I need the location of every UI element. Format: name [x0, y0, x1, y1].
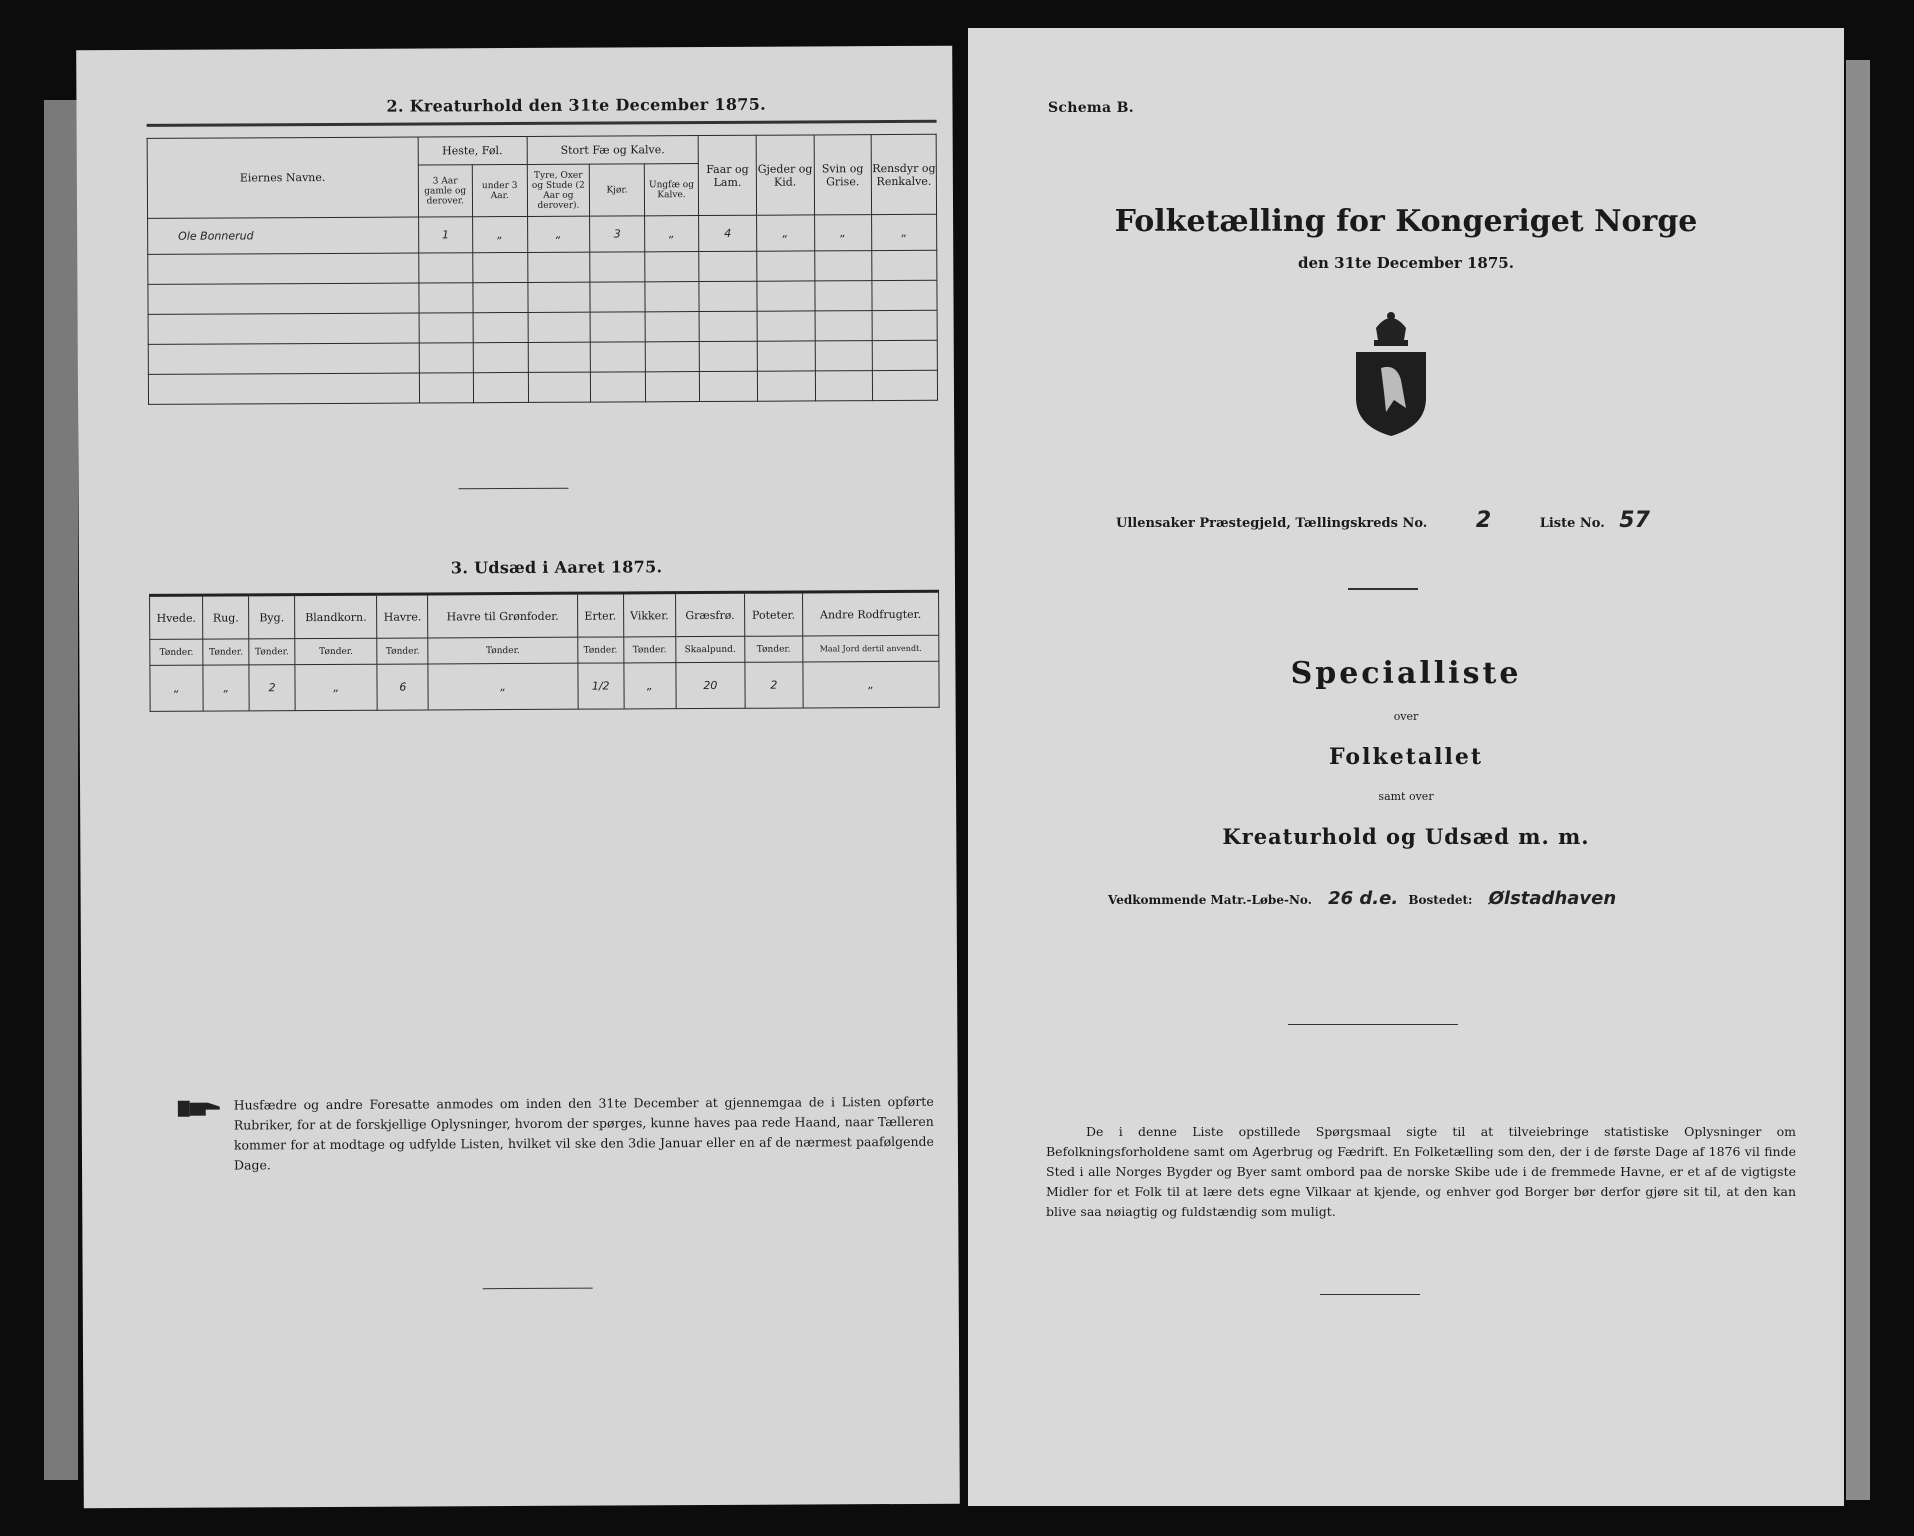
sow-unit: Tønder.	[577, 637, 623, 663]
section3-title: 3. Udsæd i Aaret 1875.	[450, 557, 663, 578]
over-text: over	[1393, 710, 1419, 723]
kreaturhold-title: Kreaturhold og Udsæd m. m.	[1222, 824, 1590, 849]
district-label: Ullensaker Præstegjeld, Tællingskreds No.	[1116, 516, 1428, 531]
sow-unit: Tønder.	[203, 639, 249, 665]
right-page	[968, 28, 1844, 1506]
matr-value: 26 d.e.	[1328, 888, 1399, 909]
table-row	[148, 250, 937, 284]
cell-value: „	[872, 214, 937, 250]
pointing-hand-icon	[178, 1098, 222, 1120]
sow-header: Blandkorn.	[295, 594, 378, 638]
sow-header: Vikker.	[623, 593, 676, 637]
table-row	[148, 214, 937, 254]
sow-header: Andre Rodfrugter.	[802, 591, 938, 636]
samt-over-text: samt over	[1378, 790, 1434, 803]
sow-unit: Maal Jord dertil anvendt.	[803, 635, 939, 662]
sow-value: „	[203, 665, 249, 711]
coat-of-arms-icon	[1346, 308, 1436, 438]
table-row	[148, 310, 937, 344]
divider	[1288, 1024, 1458, 1025]
notice-text: Husfædre og andre Foresatte anmodes om inden den 31te December at gjennemgaa de i Listen opførte Rubriker, for at de forskjellige Oplysninger, hvorom der spørges, kunne haves paa rede Haand, naar Tælleren kommer for at modtage og udfylde Listen, hvilket vil ske den 3die Januar eller en af de nærmest paafølgende Dage.	[233, 1093, 934, 1173]
bostedet-label: Bostedet:	[1408, 893, 1473, 907]
sow-header: Byg.	[249, 595, 295, 639]
col-gjeder-header: Gjeder og Kid.	[756, 135, 814, 215]
sow-unit: Tønder.	[150, 639, 203, 665]
sowing-table	[149, 590, 940, 712]
folketallet-title: Folketallet	[1329, 744, 1483, 770]
sow-value: „	[623, 663, 676, 709]
cell-value: 3	[590, 216, 645, 252]
cell-value: „	[756, 215, 814, 251]
cell-value: „	[473, 216, 528, 252]
col-storfe-b: Kjør.	[590, 164, 645, 216]
sow-value: 20	[676, 662, 745, 708]
sow-unit: Skaalpund.	[676, 636, 745, 662]
sow-unit: Tønder.	[377, 638, 428, 664]
cell-value: 1	[418, 217, 473, 253]
livestock-table	[147, 134, 938, 405]
sow-header: Havre til Grønfoder.	[428, 593, 578, 638]
col-storfe-a: Tyre, Oxer og Stude (2 Aar og derover).	[527, 164, 590, 216]
right-page-stack-edge	[1846, 60, 1870, 1500]
main-date: den 31te December 1875.	[1298, 254, 1514, 272]
table-row	[148, 370, 937, 404]
sow-header: Havre.	[377, 594, 428, 638]
sow-value: 2	[745, 662, 803, 708]
sow-value: „	[803, 661, 939, 708]
col-heste-b: under 3 Aar.	[472, 164, 527, 216]
sow-header: Rug.	[203, 595, 249, 639]
main-title: Folketælling for Kongeriget Norge	[1114, 204, 1698, 239]
sow-header: Poteter.	[744, 592, 802, 636]
left-page	[76, 46, 960, 1509]
col-storfe-c: Ungfæ og Kalve.	[644, 164, 699, 216]
kreds-number: 2	[1475, 508, 1492, 533]
divider	[483, 1288, 593, 1290]
sow-header: Græsfrø.	[675, 592, 744, 636]
cell-value: „	[527, 216, 590, 252]
sow-unit: Tønder.	[249, 639, 295, 665]
matr-line	[1108, 888, 1616, 909]
specialliste-title: Specialliste	[1290, 656, 1522, 691]
section2-top-rule	[147, 120, 937, 127]
sow-unit: Tønder.	[623, 637, 675, 663]
sow-value: 1/2	[578, 663, 624, 709]
col-rensdyr-header: Rensdyr og Renkalve.	[871, 134, 936, 214]
table-row	[148, 280, 937, 314]
liste-label: Liste No.	[1539, 516, 1605, 531]
sow-header: Erter.	[577, 593, 623, 637]
sow-value: „	[428, 663, 578, 710]
district-line	[1116, 508, 1650, 533]
bostedet-value: Ølstadhaven	[1488, 888, 1617, 909]
divider	[458, 488, 568, 490]
cell-value: 4	[699, 215, 757, 251]
owner-name: Ole Bonnerud	[148, 217, 419, 254]
col-faar-header: Faar og Lam.	[698, 135, 756, 215]
sow-unit: Tønder.	[745, 636, 803, 662]
sow-unit: Tønder.	[295, 638, 377, 664]
sow-value: 2	[249, 665, 295, 711]
col-heste-a: 3 Aar gamle og derover.	[418, 165, 473, 217]
col-heste-header: Heste, Føl.	[418, 136, 527, 165]
cell-value: „	[814, 215, 872, 251]
left-binding-edge	[44, 100, 78, 1480]
divider	[1320, 1294, 1420, 1295]
liste-number: 57	[1619, 508, 1650, 533]
col-owner-header: Eiernes Navne.	[147, 137, 418, 218]
divider	[1348, 588, 1418, 590]
sow-value: 6	[377, 664, 428, 710]
table-row	[150, 661, 939, 711]
schema-label: Schema B.	[1048, 100, 1134, 116]
matr-label: Vedkommende Matr.-Løbe-No.	[1108, 893, 1312, 907]
table-row	[148, 340, 937, 374]
sow-unit: Tønder.	[428, 637, 577, 664]
sow-header: Hvede.	[150, 595, 203, 639]
col-storfe-header: Stort Fæ og Kalve.	[527, 136, 699, 165]
sow-value: „	[295, 664, 378, 710]
cell-value: „	[644, 216, 699, 252]
sow-value: „	[150, 665, 204, 711]
col-svin-header: Svin og Grise.	[814, 135, 872, 215]
explanation-text: De i denne Liste opstillede Spørgsmaal sigte til at tilveiebringe statistiske Oplysninger om Befolkningsforholdene samt om Agerbrug og Fædrift. En Folketælling som den, der i de første Dage af 1876 vil finde Sted i alle Norges Bygder og Byer samt ombord paa de norske Skibe ude i de fremmede Havne, er et af de vigtigste Midler for et Folk til at lære dets egne Vilkaar at kjende, og enhver god Borger bør derfor gjøre sit til, at den kan blive saa nøiagtig og fuldstændig som muligt.	[1046, 1124, 1796, 1219]
section2-title: 2. Kreaturhold den 31te December 1875.	[386, 94, 767, 116]
